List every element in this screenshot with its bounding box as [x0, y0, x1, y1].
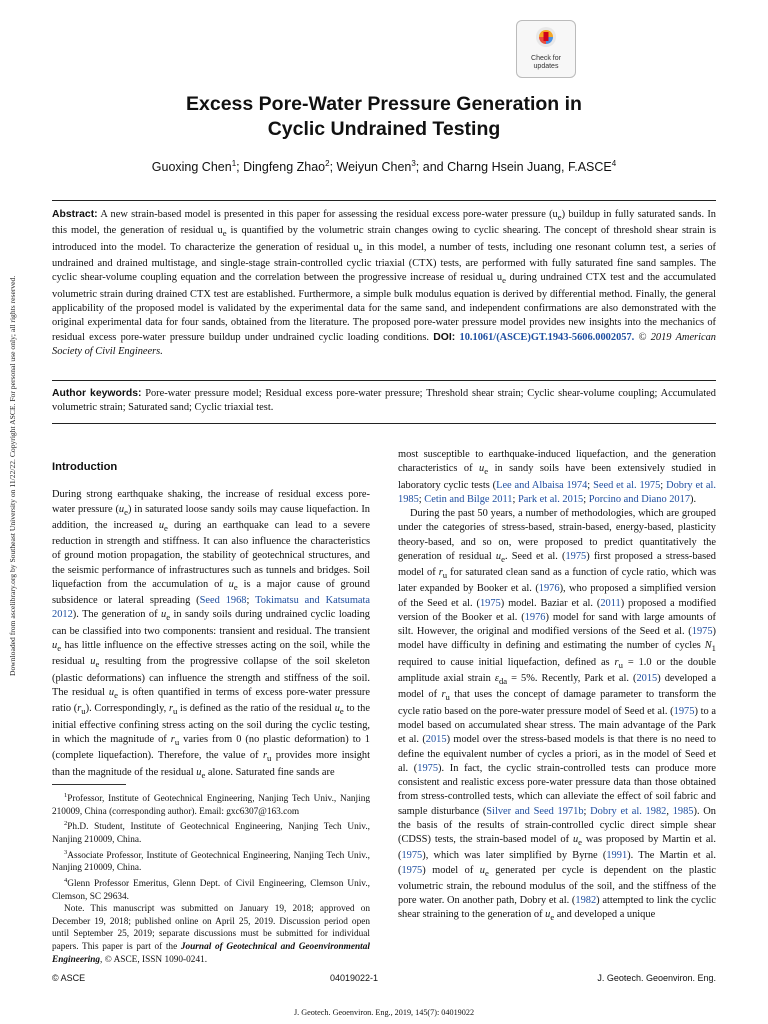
copyright-notice: © 2019 American Society of Civil Engineers. — [52, 331, 716, 357]
footnote-2: $^2$Ph.D. Student, Institute of Geotechnical Engineering, Nanjing Tech Univ., Nanjing 210009, China. — [52, 820, 370, 845]
citation-link[interactable]: Seed et al. 1975 — [593, 479, 661, 491]
citation-link[interactable]: 2015 — [636, 673, 658, 685]
citation-link[interactable]: 2011 — [600, 597, 621, 609]
citation-link[interactable]: 1976 — [524, 611, 546, 623]
intro-paragraph-1-cont: most susceptible to earthquake-induced liquefaction, and the generation characteristics of $u_e$ in sandy soils have been extensively studied in laboratory cyclic tests (Lee and Albaisa 1974; Seed et al. 1975; Dobry et al. 1985; Cetin and Bilge 2011; Park et al. 2015; Porcino and Diano 2017). — [398, 449, 716, 505]
bookmark-icon — [535, 26, 557, 48]
abstract-label: Abstract: — [52, 209, 98, 220]
footer-article-number: 04019022-1 — [330, 973, 379, 983]
citation-link[interactable]: 1975 — [401, 850, 423, 862]
citation-link[interactable]: 1975 — [417, 762, 439, 774]
citation-link[interactable]: 1975 — [691, 626, 713, 638]
doi-label: DOI: — [433, 331, 456, 343]
download-citation-line: J. Geotech. Geoenviron. Eng., 2019, 145(7): 04019022 — [293, 1008, 475, 1017]
footnote-3: $^3$Associate Professor, Institute of Geotechnical Engineering, Nanjing Tech Univ., Nanjing 210009, China. — [52, 848, 370, 874]
citation-link[interactable]: Seed 1968 — [199, 595, 247, 607]
intro-paragraph-1: During strong earthquake shaking, the increase of residual excess pore-water pressure $(u_e)$ in saturated loose sandy soils may cause liquefaction. In addition, the increased $u_e$ during an earthquake can lead to a severe reduction in strength and stiffness. It can also influence the characteristics of ground motion propagation, the stability of geotechnical structures, and the seismic performance of infrastructures such as tunnels and bridges. Soil liquefaction from the accumulation of $u_e$ is a major cause of ground subsidence or lateral spreading (Seed 1968; Tokimatsu and Katsumata 2012). The generation of $u_e$ in sandy soils during undrained cyclic loading can be classified into two components: transient and residual. The transient $u_e$ has little influence on the effective stresses acting on the soil, while the residual $u_e$ resulting from the progressive collapse of the soil skeleton (plastic deformations) can influence the strength and stiffness of the soil. The residual $u_e$ is often quantified in terms of excess pore-water pressure ratio $(r_u)$. Correspondingly, $r_u$ is defined as the ratio of the residual $u_e$ to the initial effective confining stress acting on the soil during the cyclic testing, in which the magnitude of $r_u$ varies from 0 (no plastic deformation) to 1 (complete liquefaction). Therefore, the value of $r_u$ provides more insight than the magnitude of the residual $u_e$ alone. Saturated fine sands are — [52, 489, 371, 780]
author-affiliation-mark: 1 — [231, 159, 237, 168]
badge-line-1: Check for — [531, 55, 561, 62]
check-for-updates-badge[interactable] — [516, 20, 576, 78]
author-affiliation-mark: 2 — [325, 159, 330, 168]
author-name: Guoxing Chen — [151, 160, 232, 175]
citation-link[interactable]: 1975 — [673, 705, 695, 717]
citation-link[interactable]: Porcino and Diano 2017 — [588, 493, 691, 505]
section-heading-introduction: Introduction — [52, 461, 118, 473]
citation-link[interactable]: Tokimatsu and Katsumata 2012 — [52, 595, 371, 621]
footnote-rule — [52, 784, 126, 785]
citation-link[interactable]: Silver and Seed 1971b — [486, 805, 584, 817]
keywords-text: Pore-water pressure model; Residual excess pore-water pressure; Threshold shear strain; Cyclic shear-volume coupling; Accumulated volumetric strain; Saturated sand; Cyclic triaxial test. — [52, 388, 716, 414]
symbol-subscript: e — [502, 275, 506, 286]
abstract-text: is quantified by the volumetric strain changes owing to cyclic shearing. The concept of threshold shear strain is introduced into the model. To characterize the generation of residual u — [52, 225, 716, 253]
abstract-divider-rule — [52, 380, 716, 381]
citation-link[interactable]: 1991 — [606, 850, 628, 862]
citation-link[interactable]: 1975 — [401, 864, 423, 876]
author-and: and — [422, 160, 448, 175]
abstract-text: ) buildup in fully saturated sands. In this model, the generation of residual u — [52, 209, 716, 237]
badge-line-2: updates — [533, 63, 559, 70]
symbol-subscript: e — [557, 212, 562, 223]
citation-link[interactable]: Cetin and Bilge 2011 — [424, 493, 513, 505]
citation-link[interactable]: 1975 — [565, 550, 587, 562]
author-separator: ; — [236, 160, 244, 175]
citation-link[interactable]: 1976 — [538, 583, 560, 595]
footnote-4: $^4$Glenn Professor Emeritus, Glenn Dept. of Civil Engineering, Clemson Univ., Clemson, SC 29634. — [52, 876, 370, 902]
symbol-subscript: e — [222, 228, 227, 239]
abstract-top-rule — [52, 200, 716, 201]
abstract-text: in this model, a number of tests, including one resonant column test, a series of undrained and drained multistage, and single-stage strain-controlled cyclic triaxial (CTX) tests, are performed with fully saturated fine sand samples. The cyclic shear-volume coupling equation and the correlation between the progressive increase of residual u — [52, 241, 716, 284]
right-column — [398, 448, 716, 925]
author-separator: ; — [329, 160, 337, 175]
abstract — [52, 208, 716, 359]
intro-paragraph-2: During the past 50 years, a number of methodologies, which are grouped under the categories of stress-based, strain-based, energy-based, plasticity theory-based, and so on, were proposed to predict quantitatively the generation of residual $u_e$. Seed et al. (1975) first proposed a stress-based model of $r_u$ for saturated clean sand as a function of cycle ratio, which was later expanded by Booker et al. (1976), who proposed a simplified version of the Seed et al. (1975) model. Baziar et al. (2011) proposed a modified version of the Booker et al. (1976) model for sand with large amounts of silt. However, the original and modified versions of the Seed et al. (1975) model have difficulty in defining and estimating the number of cycles $N_1$ required to cause initial liquefaction, defined as $r_u = 1.0$ or the double amplitude axial strain $\varepsilon_{da} = 5\%$. Recently, Park et al. (2015) developed a model of $r_u$ that uses the concept of damage parameter to transform the cycle ratio based on the pore-water pressure model of Seed et al. (1975) to a model based on accumulated shear stress. The main advantage of the Park et al. (2015) model over the stress-based models is that there is no need to define the equivalent number of cycles a priori, as in the model of Seed et al. (1975). In fact, the cyclic strain-controlled tests can produce more consistent and realistic excess pore-water pressure data than those obtained from stress-controlled tests, which can alleviate the effect of soil fabric and sample disturbance (Silver and Seed 1971b; Dobry et al. 1982, 1985). On the basis of the results of strain-controlled cyclic direct simple shear (CDSS) tests, the strain-based model of $u_e$ was proposed by Martin et al. (1975), which was later simplified by Byrne (1991). The Martin et al. (1975) model of $u_e$ generated per cycle is dependent on the plastic volumetric strain, the rebound modulus of the soil, and the stiffness of the pore water. On another path, Dobry et al. (1982) attempted to link the cyclic shear straining to the generation of $u_e$ and developed a unique — [398, 508, 717, 923]
citation-link[interactable]: Lee and Albaisa 1974 — [496, 479, 588, 491]
author-separator: ; — [415, 160, 423, 175]
left-column — [52, 460, 370, 782]
keywords-label: Author keywords: — [52, 388, 142, 399]
author-affiliation-mark: 4 — [611, 159, 617, 168]
paper-title — [60, 92, 708, 142]
citation-link[interactable]: 1985 — [672, 805, 694, 817]
symbol-subscript: e — [358, 244, 363, 255]
submission-note: Note. This manuscript was submitted on January 19, 2018; approved on December 19, 2018; published online on April 25, 2019. Discussion period open until September 25, 2019; separate discussions must be submitted for individual papers. This paper is part of the Journal of Geotechnical and Geoenvironmental Engineering, © ASCE, ISSN 1090-0241. — [52, 904, 370, 965]
citation-link[interactable]: 1975 — [479, 597, 501, 609]
title-line-1: Excess Pore-Water Pressure Generation in — [186, 93, 582, 115]
footer-copyright: © ASCE — [52, 973, 86, 983]
author-name: Weiyun Chen — [336, 160, 412, 175]
abstract-text: during undrained CTX test and the accumulated volumetric strain during drained CTX test are established. Furthermore, a simple bulk modulus equation is derived by differential method. Finally, the general applicability of the proposed model is validated by the experimental data for the same sand, and independent confirmations are also demonstrated with the original experimental data for four sands, obtained from the literature. The proposed pore-water pressure model provides new insights into the mechanics of residual excess pore-water pressure buildup under undrained cyclic loading conditions. — [52, 272, 716, 343]
doi-link[interactable]: 10.1061/(ASCE)GT.1943-5606.0002057. — [459, 331, 635, 343]
author-affiliation-mark: 3 — [411, 159, 416, 168]
citation-link[interactable]: Dobry et al. 1985 — [398, 479, 716, 505]
keywords-bottom-rule — [52, 423, 716, 424]
footnotes — [52, 790, 370, 966]
title-line-2: Cyclic Undrained Testing — [267, 118, 501, 140]
author-name: Charng Hsein Juang, F.ASCE — [447, 160, 612, 175]
citation-link[interactable]: Park et al. 2015 — [518, 493, 584, 505]
download-notice-vertical — [2, 236, 17, 676]
author-name: Dingfeng Zhao — [243, 160, 326, 175]
footnote-1: $^1$Professor, Institute of Geotechnical Engineering, Nanjing Tech Univ., Nanjing 210009, China (corresponding author). Email: gxc6307@163.com — [52, 792, 370, 817]
footer-journal: J. Geotech. Geoenviron. Eng. — [597, 973, 716, 983]
author-list — [60, 159, 708, 174]
citation-link[interactable]: 1982 — [575, 895, 597, 907]
abstract-text: A new strain-based model is presented in this paper for assessing the residual excess pore-water pressure (u — [97, 209, 558, 220]
author-keywords — [52, 387, 716, 416]
citation-link[interactable]: Dobry et al. 1982 — [590, 805, 667, 817]
download-notice-text: Downloaded from ascelibrary.org by Southeast University on 11/22/22. Copyright ASCE. For personal use only; all rights reserved. — [8, 275, 17, 676]
citation-link[interactable]: 2015 — [425, 734, 447, 746]
